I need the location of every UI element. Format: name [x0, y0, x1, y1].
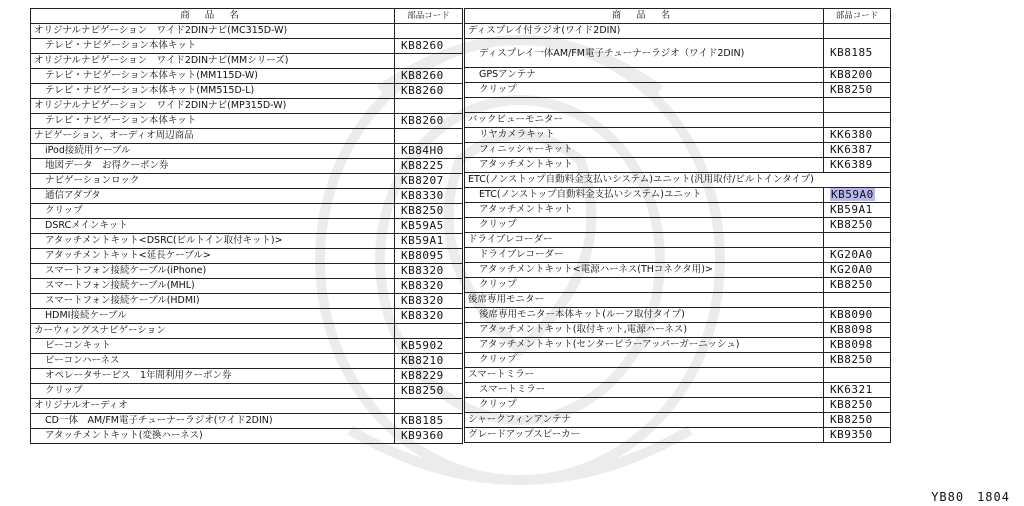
product-name: アタッチメントキット<延長ケーブル>: [31, 249, 395, 264]
category-name: オリジナルナビゲーション ワイド2DINナビ(MP315D-W): [31, 99, 395, 114]
table-row: [31, 39, 463, 54]
header-part-code: 部品コード: [824, 9, 891, 24]
part-code: KB8260: [395, 39, 463, 54]
product-name: 通信アダプタ: [31, 189, 395, 204]
product-name: クリップ: [31, 384, 395, 399]
product-name: ナビゲーションロック: [31, 174, 395, 189]
category-name: ナビゲーション、オーディオ周辺商品: [31, 129, 395, 144]
header-part-code: 部品コード: [395, 9, 463, 24]
part-code: KB59A5: [395, 219, 463, 234]
part-code: KB8207: [395, 174, 463, 189]
part-code: KB8210: [395, 354, 463, 369]
table-row: [31, 159, 463, 174]
product-name: GPSアンテナ: [465, 68, 824, 83]
part-code: KB8098: [824, 323, 891, 338]
table-row: [31, 429, 463, 444]
table-row: [465, 143, 891, 158]
product-name: iPod接続用ケーブル: [31, 144, 395, 159]
part-code: KB8250: [824, 218, 891, 233]
category-name: グレードアップスピーカー: [465, 428, 824, 443]
table-row: [31, 384, 463, 399]
table-row: [465, 158, 891, 173]
product-name: クリップ: [465, 353, 824, 368]
table-body-left: [31, 24, 463, 444]
table-row: [465, 39, 891, 68]
table-row: [465, 203, 891, 218]
product-name: 後席専用モニター本体キット(ルーフ取付タイプ): [465, 308, 824, 323]
table-row: [465, 263, 891, 278]
category-row: [31, 24, 463, 39]
table-row: [465, 218, 891, 233]
product-name: リヤカメラキット: [465, 128, 824, 143]
table-header-row: [465, 9, 891, 24]
category-row: [465, 293, 891, 308]
table-row: [465, 398, 891, 413]
product-name: HDMI接続ケーブル: [31, 309, 395, 324]
table-row: [31, 294, 463, 309]
product-name: スマートフォン接続ケーブル(iPhone): [31, 264, 395, 279]
table-row: [465, 248, 891, 263]
part-code: KB8320: [395, 264, 463, 279]
table-row: [31, 114, 463, 129]
part-code-cell-highlighted: [824, 188, 891, 203]
product-name: アタッチメントキット: [465, 158, 824, 173]
part-code: KB8250: [395, 384, 463, 399]
part-code: KB8320: [395, 309, 463, 324]
product-name: フィニッシャーキット: [465, 143, 824, 158]
table-row: [465, 353, 891, 368]
table-row: [31, 339, 463, 354]
product-name: テレビ・ナビゲーション本体キット(MM515D-L): [31, 84, 395, 99]
product-name: アタッチメントキット(変換ハーネス): [31, 429, 395, 444]
product-name: ドライブレコーダー: [465, 248, 824, 263]
product-name: アタッチメントキット: [465, 203, 824, 218]
table-row: [31, 174, 463, 189]
table-row: [31, 69, 463, 84]
product-name: アタッチメントキット(取付キット,電源ハーネス): [465, 323, 824, 338]
product-name: スマートフォン接続ケーブル(HDMI): [31, 294, 395, 309]
parts-table-left: [30, 8, 463, 444]
category-row: [465, 113, 891, 128]
table-row: [31, 84, 463, 99]
part-code: KB8225: [395, 159, 463, 174]
category-row: [465, 98, 891, 113]
part-code: KK6380: [824, 128, 891, 143]
category-name: ETC(ノンストップ自動料金支払いシステム)ユニット(汎用取付/ビルトインタイプ): [465, 173, 891, 188]
table-row: [31, 189, 463, 204]
table-row: [31, 204, 463, 219]
part-code: [824, 233, 891, 248]
table-row: [31, 309, 463, 324]
category-row: [465, 24, 891, 39]
part-code: [395, 54, 463, 69]
product-name: ディスプレイ一体AM/FM電子チューナーラジオ（ワイド2DIN): [465, 39, 824, 68]
table-row: [31, 144, 463, 159]
part-code: KK6387: [824, 143, 891, 158]
part-code: KB8090: [824, 308, 891, 323]
part-code: KB5902: [395, 339, 463, 354]
table-row: [465, 383, 891, 398]
table-row: [31, 249, 463, 264]
part-code: KB8320: [395, 294, 463, 309]
category-name: シャークフィンアンテナ: [465, 413, 824, 428]
part-code: KB59A1: [824, 203, 891, 218]
product-name: クリップ: [31, 204, 395, 219]
part-code: KB8200: [824, 68, 891, 83]
table-row: [465, 188, 891, 203]
category-name: オリジナルナビゲーション ワイド2DINナビ(MMシリーズ): [31, 54, 395, 69]
part-code: [395, 24, 463, 39]
table-row: [465, 278, 891, 293]
category-row: [31, 399, 463, 414]
part-code: KG20A0: [824, 263, 891, 278]
category-name: ディスプレイ付ラジオ(ワイド2DIN): [465, 24, 824, 39]
category-name: バックビューモニター: [465, 113, 824, 128]
part-code: [824, 293, 891, 308]
product-name: アタッチメントキット(センターピラーアッパーガーニッシュ): [465, 338, 824, 353]
part-code-highlighted: KB59A0: [831, 188, 874, 201]
category-row: [465, 413, 891, 428]
part-code: KB8095: [395, 249, 463, 264]
part-code: KB8250: [824, 413, 891, 428]
product-name: ビーコンハーネス: [31, 354, 395, 369]
table-row: [465, 83, 891, 98]
part-code: [824, 368, 891, 383]
category-name: オリジナルオーディオ: [31, 399, 395, 414]
part-code: KB84H0: [395, 144, 463, 159]
part-code: KB8260: [395, 114, 463, 129]
header-product-name: 商 品 名: [31, 9, 395, 24]
table-row: [31, 369, 463, 384]
part-code: KB8250: [824, 83, 891, 98]
category-name: オリジナルナビゲーション ワイド2DINナビ(MC315D-W): [31, 24, 395, 39]
part-code: KB8320: [395, 279, 463, 294]
product-name: テレビ・ナビゲーション本体キット(MM115D-W): [31, 69, 395, 84]
part-code: [395, 324, 463, 339]
part-code: KB9360: [395, 429, 463, 444]
parts-table-right: [464, 8, 891, 443]
product-name: クリップ: [465, 83, 824, 98]
category-row: [31, 99, 463, 114]
part-code: [824, 98, 891, 113]
part-code: KK6321: [824, 383, 891, 398]
part-code: [824, 113, 891, 128]
document-code: YB80 1804: [931, 490, 1010, 504]
table-row: [31, 354, 463, 369]
product-name: ETC(ノンストップ自動料金支払いシステム)ユニット: [465, 188, 824, 203]
category-row: [465, 173, 891, 188]
category-row: [465, 368, 891, 383]
table-row: [31, 414, 463, 429]
product-name: アタッチメントキット<DSRC(ビルトイン取付キット)>: [31, 234, 395, 249]
category-row: [31, 54, 463, 69]
part-code: KB8229: [395, 369, 463, 384]
product-name: 地図データ お得クーポン券: [31, 159, 395, 174]
part-code: KB8260: [395, 69, 463, 84]
part-code: KB8250: [824, 278, 891, 293]
category-name: 後席専用モニター: [465, 293, 824, 308]
header-product-name: 商 品 名: [465, 9, 824, 24]
category-row: [465, 233, 891, 248]
part-code: [395, 399, 463, 414]
part-code: KB8185: [395, 414, 463, 429]
table-row: [465, 323, 891, 338]
table-row: [465, 338, 891, 353]
table-body-right: [465, 24, 891, 443]
category-name: ドライブレコーダー: [465, 233, 824, 248]
product-name: テレビ・ナビゲーション本体キット: [31, 39, 395, 54]
category-name: カーウィングスナビゲーション: [31, 324, 395, 339]
table-row: [31, 234, 463, 249]
table-row: [465, 68, 891, 83]
part-code: KB8330: [395, 189, 463, 204]
product-name: ビーコンキット: [31, 339, 395, 354]
product-name: オペレータサービス 1年間利用クーポン券: [31, 369, 395, 384]
part-code: KG20A0: [824, 248, 891, 263]
product-name: スマートミラー: [465, 383, 824, 398]
category-name: スマートミラー: [465, 368, 824, 383]
product-name: クリップ: [465, 218, 824, 233]
part-code: KB8250: [824, 398, 891, 413]
category-row: [465, 428, 891, 443]
category-row: [31, 129, 463, 144]
product-name: CD一体 AM/FM電子チューナーラジオ(ワイド2DIN): [31, 414, 395, 429]
part-code: KB8185: [824, 39, 891, 68]
part-code: KB8250: [824, 353, 891, 368]
table-row: [31, 279, 463, 294]
table-row: [465, 128, 891, 143]
part-code: KB59A1: [395, 234, 463, 249]
part-code: KB8250: [395, 204, 463, 219]
product-name: DSRCメインキット: [31, 219, 395, 234]
table-row: [31, 219, 463, 234]
product-name: テレビ・ナビゲーション本体キット: [31, 114, 395, 129]
part-code: KK6389: [824, 158, 891, 173]
part-code: KB8098: [824, 338, 891, 353]
product-name: スマートフォン接続ケーブル(MHL): [31, 279, 395, 294]
product-name: アタッチメントキット<電源ハーネス(THコネクタ用)>: [465, 263, 824, 278]
table-header-row: [31, 9, 463, 24]
part-code: [395, 99, 463, 114]
table-row: [31, 264, 463, 279]
category-name: [465, 98, 824, 113]
part-code: KB8260: [395, 84, 463, 99]
part-code: KB9350: [824, 428, 891, 443]
part-code: [395, 129, 463, 144]
product-name: クリップ: [465, 398, 824, 413]
table-row: [465, 308, 891, 323]
category-row: [31, 324, 463, 339]
part-code: [824, 24, 891, 39]
product-name: クリップ: [465, 278, 824, 293]
